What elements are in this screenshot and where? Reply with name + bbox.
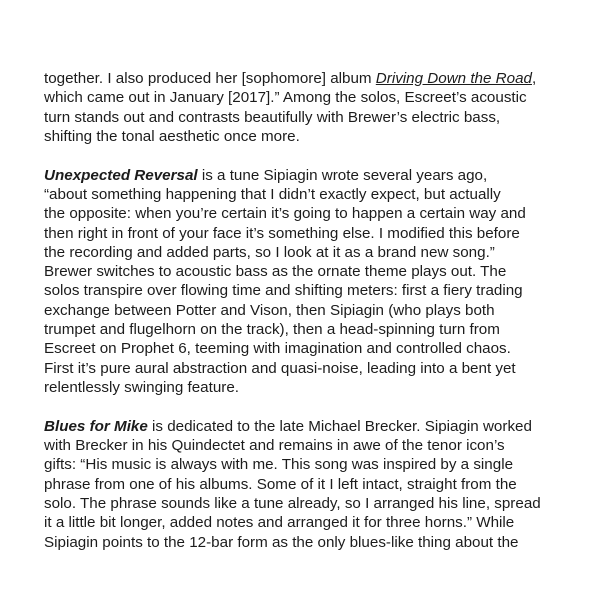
- text-line: Blues for Mike is dedicated to the late Michael Brecker. Sipiagin worked: [44, 417, 532, 435]
- paragraph-blues-for-mike: [44, 417, 564, 552]
- text-line: exchange between Potter and Vison, then Sipiagin (who plays both: [44, 301, 495, 319]
- text-line: Brewer switches to acoustic bass as the ornate theme plays out. The: [44, 263, 507, 281]
- text-line: Escreet on Prophet 6, teeming with imagination and controlled chaos.: [44, 340, 511, 358]
- text-line: with Brecker in his Quindectet and remains in awe of the tenor icon’s: [44, 437, 505, 455]
- paragraph-driving-down-the-road: [44, 69, 564, 146]
- album-title-driving-down-the-road: Driving Down the Road: [375, 70, 532, 87]
- text-line: gifts: “His music is always with me. This song was inspired by a single: [44, 456, 514, 474]
- text-line: solos transpire over flowing time and shifting meters: first a fiery trading: [44, 282, 523, 300]
- text-line: relentlessly swinging feature.: [44, 378, 240, 396]
- text-line: solo. The phrase sounds like a tune already, so I arranged his line, spread: [44, 494, 541, 512]
- paragraph-unexpected-reversal: [44, 166, 564, 398]
- text-line: turn stands out and contrasts beautifully with Brewer’s electric bass,: [44, 108, 501, 126]
- text-line: shifting the tonal aesthetic once more.: [44, 127, 300, 145]
- text-line: together. I also produced her [sophomore] album Driving Down the Road,: [44, 70, 537, 87]
- text-line: phrase from one of his albums. Some of it I left intact, straight from the: [44, 475, 517, 493]
- text-line: which came out in January [2017].” Among the solos, Escreet’s acoustic: [44, 89, 527, 107]
- liner-notes-page: [44, 69, 564, 571]
- track-title-blues-for-mike: Blues for Mike: [44, 417, 148, 435]
- text-line: then right in front of your face it’s something else. I modified this before: [44, 224, 520, 242]
- text-line: the opposite: when you’re certain it’s going to happen a certain way and: [44, 205, 526, 223]
- text-line: it a little bit longer, added notes and arranged it for three horns.” While: [44, 514, 515, 532]
- track-title-unexpected-reversal: Unexpected Reversal: [44, 166, 198, 184]
- text-line: “about something happening that I didn’t exactly expect, but actually: [44, 185, 501, 203]
- text-line: the recording and added parts, so I look at it as a brand new song.”: [44, 243, 495, 261]
- text-line: Sipiagin points to the 12-bar form as the only blues-like thing about the: [44, 533, 519, 551]
- text-line: trumpet and flugelhorn on the track), then a head-spinning turn from: [44, 321, 500, 339]
- text-line: First it’s pure aural abstraction and quasi-noise, leading into a bent yet: [44, 359, 516, 377]
- text-line: Unexpected Reversal is a tune Sipiagin wrote several years ago,: [44, 166, 488, 184]
